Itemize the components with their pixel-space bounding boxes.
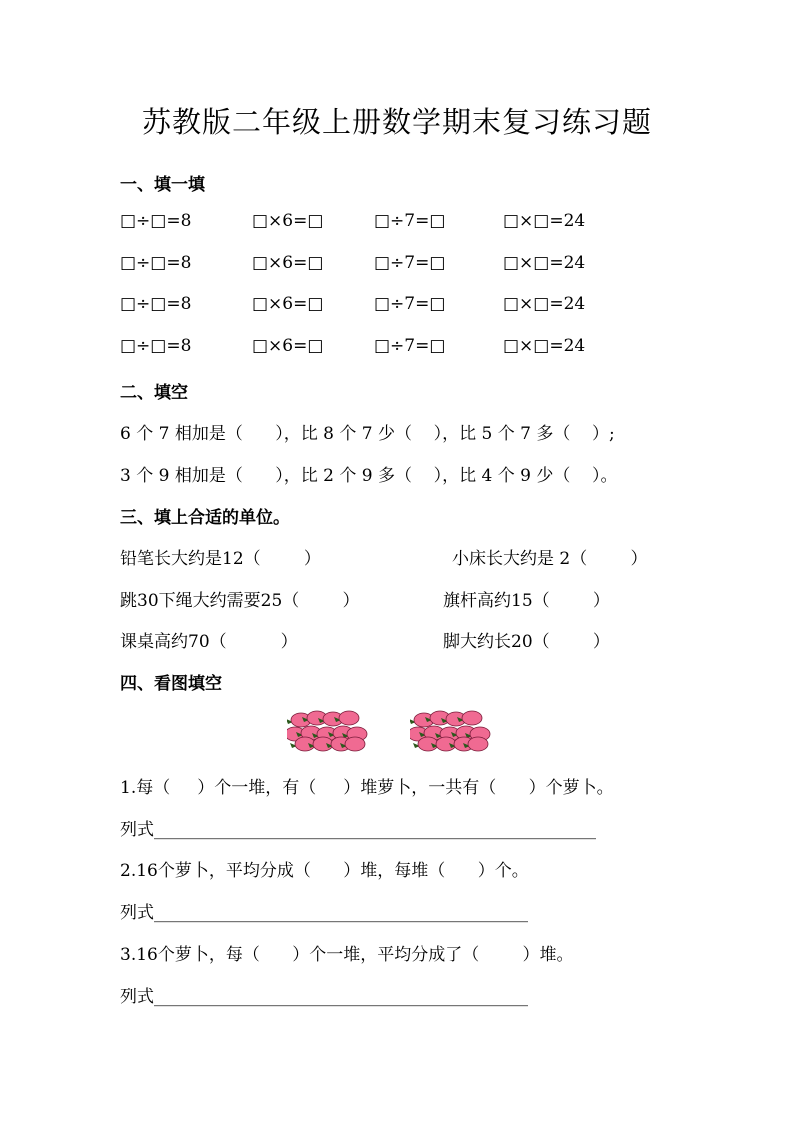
fill-cell: □×6=□ — [252, 294, 324, 314]
fill-cell: □÷□=8 — [120, 253, 192, 273]
radish — [436, 737, 456, 751]
fill-cell: □×□=24 — [503, 294, 586, 314]
fill-cell: □×6=□ — [252, 336, 324, 356]
fill-cell: □÷7=□ — [374, 336, 446, 356]
picture-question: 1.每（ ）个一堆，有（ ）堆萝卜，一共有（ ）个萝卜。 — [120, 778, 614, 798]
unit-item: 跳30下绳大约需要25（ ） — [120, 591, 360, 611]
radish — [339, 711, 359, 725]
picture-question: 2.16个萝卜，平均分成（ ）堆，每堆（ ）个。 — [120, 861, 529, 881]
section-heading-units: 三、填上合适的单位。 — [120, 508, 290, 528]
fill-cell: □÷□=8 — [120, 336, 192, 356]
radish — [313, 737, 333, 751]
fill-cell: □÷7=□ — [374, 294, 446, 314]
radish — [462, 711, 482, 725]
answer-line: 列式____________________________________________ — [120, 903, 528, 923]
section-heading-blanks: 二、填空 — [120, 383, 188, 403]
radish — [295, 737, 315, 751]
answer-line: 列式____________________________________________ — [120, 987, 528, 1007]
fill-cell: □÷□=8 — [120, 294, 192, 314]
radish — [418, 737, 438, 751]
blank-line: 6 个 7 相加是（ ），比 8 个 7 少（ ），比 5 个 7 多（ ）; — [120, 424, 615, 444]
fill-cell: □×6=□ — [252, 253, 324, 273]
answer-line: 列式____________________________________________________ — [120, 820, 596, 840]
blank-line: 3 个 9 相加是（ ），比 2 个 9 多（ ），比 4 个 9 少（ ）。 — [120, 466, 618, 486]
unit-item: 课桌高约70（ ） — [120, 632, 298, 652]
picture-question: 3.16个萝卜，每（ ）个一堆，平均分成了（ ）堆。 — [120, 945, 574, 965]
unit-item: 铅笔长大约是12（ ） — [120, 549, 321, 569]
fill-cell: □÷□=8 — [120, 211, 192, 231]
radish — [345, 737, 365, 751]
unit-item: 脚大约长20（ ） — [443, 632, 610, 652]
fill-cell: □×□=24 — [503, 253, 586, 273]
fill-cell: □÷7=□ — [374, 211, 446, 231]
radish-pile-icon — [287, 706, 371, 754]
section-heading-picture: 四、看图填空 — [120, 674, 222, 694]
unit-item: 小床长大约是 2（ ） — [452, 549, 648, 569]
page-title: 苏教版二年级上册数学期末复习练习题 — [141, 105, 652, 139]
fill-cell: □×□=24 — [503, 211, 586, 231]
radish — [468, 737, 488, 751]
fill-cell: □÷7=□ — [374, 253, 446, 273]
radish-pile-icon — [410, 706, 494, 754]
unit-item: 旗杆高约15（ ） — [443, 591, 610, 611]
section-heading-fill: 一、填一填 — [120, 175, 205, 195]
fill-cell: □×6=□ — [252, 211, 324, 231]
fill-cell: □×□=24 — [503, 336, 586, 356]
